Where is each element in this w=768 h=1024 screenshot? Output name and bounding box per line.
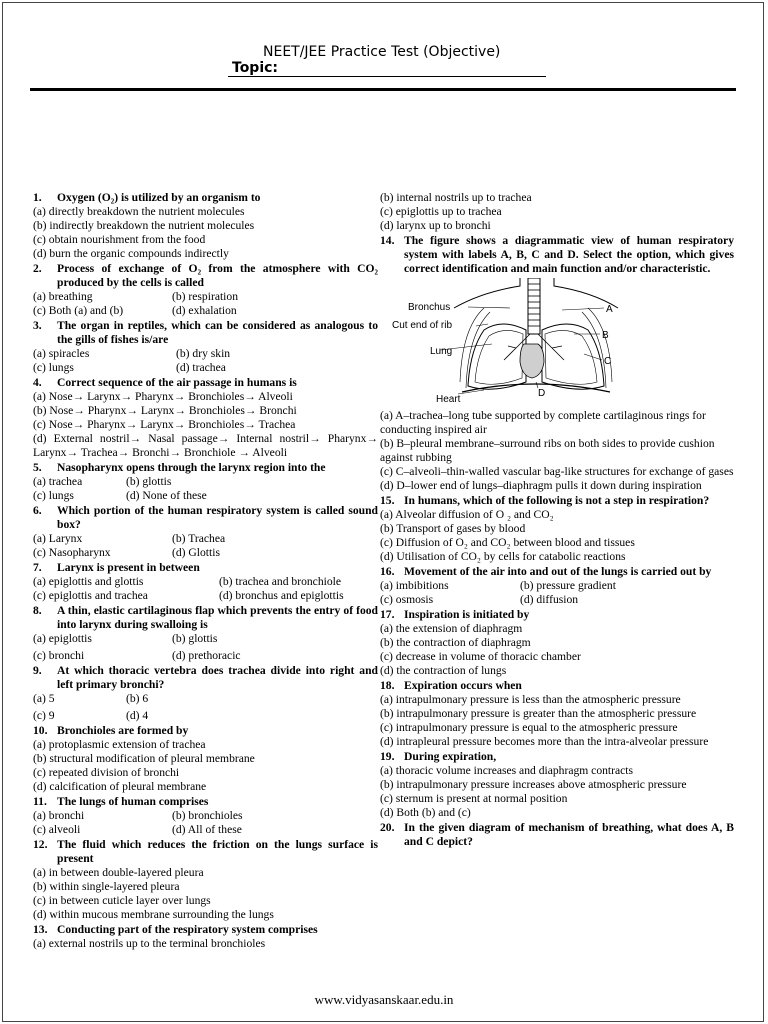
option: (a) Alveolar diffusion of O ₂ and CO₂ — [380, 508, 554, 521]
option: (a) thoracic volume increases and diaphragm contracts — [380, 764, 634, 777]
option: (c) Nasopharynx — [33, 546, 111, 559]
option: (a) spiracles — [33, 347, 90, 360]
option: (c) bronchi — [33, 649, 85, 662]
option: (d) within mucous membrane surrounding the lungs — [33, 908, 274, 921]
question-6: 6. Which portion of the human respiratory system is called sound box? (a) Larynx (b) Trachea (c) Nasopharynx (d) Glottis — [33, 504, 378, 559]
option: (b) glottis — [172, 632, 218, 645]
option: (a) imbibitions — [380, 579, 449, 592]
label-bronchus: Bronchus — [408, 302, 451, 313]
option: (c) C–alveoli–thin-walled vascular bag-like structures for exchange of gases — [380, 465, 734, 478]
option: (a) trachea — [33, 475, 83, 488]
option: (a) directly breakdown the nutrient molecules — [33, 205, 245, 218]
question-17: 17. Inspiration is initiated by (a) the extension of diaphragm (b) the contraction of diaphragm (c) decrease in volume of thoracic chamber (d) the contraction of lungs — [380, 608, 734, 678]
question-16: 16. Movement of the air into and out of the lungs is carried out by (a) imbibitions (b) pressure gradient (c) osmosis (d) diffusion — [380, 565, 712, 606]
option: (b) respiration — [172, 290, 238, 303]
option: (b) structural modification of pleural membrane — [33, 752, 255, 765]
option: (b) pressure gradient — [520, 579, 616, 592]
option: (c) Diffusion of O₂ and CO₂ between blood and tissues — [380, 536, 635, 549]
option: (a) the extension of diaphragm — [380, 622, 523, 635]
label-heart: Heart — [436, 394, 461, 404]
label-d: D — [538, 388, 546, 399]
option: (c) epiglottis and trachea — [33, 589, 148, 602]
option: (d) diffusion — [520, 593, 579, 606]
left-column — [33, 191, 378, 951]
question-2: 2. Process of exchange of O₂ from the atmosphere with CO₂ produced by the cells is called (a) breathing (b) respiration (c) Both (a) and (b) (d) exhalation — [33, 262, 378, 317]
question-13: 13. Conducting part of the respiratory system comprises (a) external nostrils up to the terminal bronchioles — [33, 923, 378, 951]
option: (b) 6 — [126, 692, 149, 705]
option: (c) epiglottis up to trachea — [380, 205, 502, 218]
option: (a) bronchi — [33, 809, 85, 822]
option: (c) obtain nourishment from the food — [33, 233, 206, 246]
option: (a) in between double-layered pleura — [33, 866, 204, 879]
label-a: A — [606, 304, 613, 315]
option: (c) repeated division of bronchi — [33, 766, 180, 779]
question-9: 9. At which thoracic vertebra does trachea divide into right and left primary bronchi? (a) 5 (b) 6 (c) 9 (d) 4 — [33, 664, 378, 722]
option: (b) B–pleural membrane–surround ribs on both sides to provide cushion against rubbing — [380, 437, 715, 464]
option: (d) All of these — [172, 823, 242, 836]
option: (a) epiglottis and glottis — [33, 575, 144, 588]
option: (c) osmosis — [380, 593, 434, 606]
option: (a) Larynx — [33, 532, 83, 545]
option: (a) protoplasmic extension of trachea — [33, 738, 206, 751]
question-14: 14. The figure shows a diagrammatic view of human respiratory system with labels A, B, C and D. Select the option, which gives correct identification and main function and/or characteristic. Bronchus Cut end of rib Lung Heart A B C D (a) A–trachea–long tube supported by complete cartilaginous rings for conducting inspired air (b) B–pleural membrane–surround ribs on both sides to provide cushion against rubbing (c) C–alveoli–thin-walled vascular bag-like structures for exchange of gases (d) D–lower end of lungs–diaphragm pulls it down during inspiration — [380, 234, 734, 492]
option: (b) within single-layered pleura — [33, 880, 180, 893]
footer-website: www.vidyasanskaar.edu.in — [314, 992, 454, 1007]
option: (c) lungs — [33, 361, 74, 374]
option: (b) bronchioles — [172, 809, 243, 822]
option: (b) internal nostrils up to trachea — [380, 191, 532, 204]
question-18: 18. Expiration occurs when (a) intrapulmonary pressure is less than the atmospheric pressure (b) intrapulmonary pressure is greater than the atmospheric pressure (c) intrapulmonary pressure is equal to the atmospheric pressure (d) intrapleural pressure becomes more than the intra-alveolar pressure — [380, 679, 734, 749]
option: (b) dry skin — [176, 347, 231, 360]
question-3: 3. The organ in reptiles, which can be considered as analogous to the gills of fishes is/are (a) spiracles (b) dry skin (c) lungs (d) trachea — [33, 319, 378, 374]
option: (d) larynx up to bronchi — [380, 219, 491, 232]
option: (d) External nostril→ Nasal passage→ Internal nostril→ Pharynx→ Larynx→ Trachea→ Bronchi→ Bronchiole → Alveoli — [33, 432, 378, 459]
option: (d) intrapleural pressure becomes more than the intra-alveolar pressure — [380, 735, 709, 748]
option: (d) Utilisation of CO₂ by cells for catabolic reactions — [380, 550, 626, 563]
question-4: 4. Correct sequence of the air passage in humans is (a) Nose→ Larynx→ Pharynx→ Bronchioles→ Alveoli (b) Nose→ Pharynx→ Larynx→ Bronchioles→ Bronchi (c) Nose→ Pharynx→ Larynx→ Bronchioles→ Trachea (d) External nostril→ Nasal passage→ Internal nostril→ Pharynx→ Larynx→ Trachea→ Bronchi→ Bronchiole → Alveoli — [33, 376, 378, 459]
option: (d) 4 — [126, 709, 149, 722]
option: (b) glottis — [126, 475, 172, 488]
label-b: B — [602, 330, 609, 341]
option: (c) alveoli — [33, 823, 81, 836]
option: (d) bronchus and epiglottis — [219, 589, 344, 602]
option: (d) D–lower end of lungs–diaphragm pulls it down during inspiration — [380, 479, 702, 492]
label-c: C — [604, 356, 612, 367]
option: (a) epiglottis — [33, 632, 92, 645]
option: (d) the contraction of lungs — [380, 664, 507, 677]
question-19: 19. During expiration, (a) thoracic volume increases and diaphragm contracts (b) intrapulmonary pressure increases above atmospheric pressure (c) sternum is present at normal position (d) Both (b) and (c) — [380, 750, 734, 820]
option: (b) trachea and bronchiole — [219, 575, 341, 588]
question-5: 5. Nasopharynx opens through the larynx region into the (a) trachea (b) glottis (c) lungs (d) None of these — [33, 461, 326, 502]
topic-label: Topic: — [232, 60, 279, 76]
question-12: 12. The fluid which reduces the friction on the lungs surface is present (a) in between double-layered pleura (b) within single-layered pleura (c) in between cuticle layer over lungs (d) within mucous membrane surrounding the lungs — [33, 838, 378, 921]
option: (b) indirectly breakdown the nutrient molecules — [33, 219, 255, 232]
option: (d) Both (b) and (c) — [380, 806, 471, 819]
option: (a) Nose→ Larynx→ Pharynx→ Bronchioles→ Alveoli — [33, 390, 293, 403]
option: (c) decrease in volume of thoracic chamber — [380, 650, 581, 663]
option: (c) lungs — [33, 489, 74, 502]
question-10: 10. Bronchioles are formed by (a) protoplasmic extension of trachea (b) structural modification of pleural membrane (c) repeated division of bronchi (d) calcification of pleural membrane — [33, 724, 378, 794]
question-7: 7. Larynx is present in between (a) epiglottis and glottis (b) trachea and bronchiole (c) epiglottis and trachea (d) bronchus and epiglottis — [33, 561, 344, 602]
header-rule — [30, 88, 736, 91]
option: (a) A–trachea–long tube supported by complete cartilaginous rings for conducting inspired air — [380, 409, 706, 436]
option: (c) Both (a) and (b) — [33, 304, 124, 317]
option: (b) Nose→ Pharynx→ Larynx→ Bronchioles→ Bronchi — [33, 404, 297, 417]
option: (d) Glottis — [172, 546, 220, 559]
option: (d) prethoracic — [172, 649, 241, 662]
question-15: 15. In humans, which of the following is not a step in respiration? (a) Alveolar diffusion of O ₂ and CO₂ (b) Transport of gases by blood (c) Diffusion of O₂ and CO₂ between blood and tissues (d) Utilisation of CO₂ by cells for catabolic reactions — [380, 494, 734, 564]
question-8: 8. A thin, elastic cartilaginous flap which prevents the entry of food into larynx during swalloing is (a) epiglottis (b) glottis (c) bronchi (d) prethoracic — [33, 604, 378, 662]
option: (a) intrapulmonary pressure is less than the atmospheric pressure — [380, 693, 681, 706]
option: (c) intrapulmonary pressure is equal to the atmospheric pressure — [380, 721, 678, 734]
option: (a) breathing — [33, 290, 93, 303]
option: (a) external nostrils up to the terminal bronchioles — [33, 937, 266, 950]
option: (d) burn the organic compounds indirectly — [33, 247, 229, 260]
option: (d) trachea — [176, 361, 226, 374]
topic-underline — [228, 76, 546, 77]
question-1: 1. Oxygen (O₂) is utilized by an organism to (a) directly breakdown the nutrient molecules (b) indirectly breakdown the nutrient molecules (c) obtain nourishment from the food (d) burn the organic compounds indirectly — [33, 191, 378, 261]
option: (b) intrapulmonary pressure increases above atmospheric pressure — [380, 778, 687, 791]
option: (b) the contraction of diaphragm — [380, 636, 531, 649]
option: (c) sternum is present at normal position — [380, 792, 568, 805]
label-lung: Lung — [430, 346, 453, 357]
option: (c) in between cuticle layer over lungs — [33, 894, 211, 907]
page-title: NEET/JEE Practice Test (Objective) — [263, 44, 501, 60]
option: (c) 9 — [33, 709, 55, 722]
option: (d) calcification of pleural membrane — [33, 780, 207, 793]
option: (b) Transport of gases by blood — [380, 522, 526, 535]
option: (d) None of these — [126, 489, 207, 502]
option: (d) exhalation — [172, 304, 237, 317]
question-11: 11. The lungs of human comprises (a) bronchi (b) bronchioles (c) alveoli (d) All of these — [33, 795, 243, 836]
respiratory-system-diagram — [392, 278, 622, 404]
option: (b) Trachea — [172, 532, 226, 545]
right-column — [380, 191, 734, 849]
option: (c) Nose→ Pharynx→ Larynx→ Bronchioles→ Trachea — [33, 418, 296, 431]
option: (b) intrapulmonary pressure is greater than the atmospheric pressure — [380, 707, 697, 720]
option: (a) 5 — [33, 692, 55, 705]
question-20: 20. In the given diagram of mechanism of breathing, what does A, B and C depict? — [380, 821, 734, 848]
label-cut-end-of-rib: Cut end of rib — [392, 320, 453, 331]
